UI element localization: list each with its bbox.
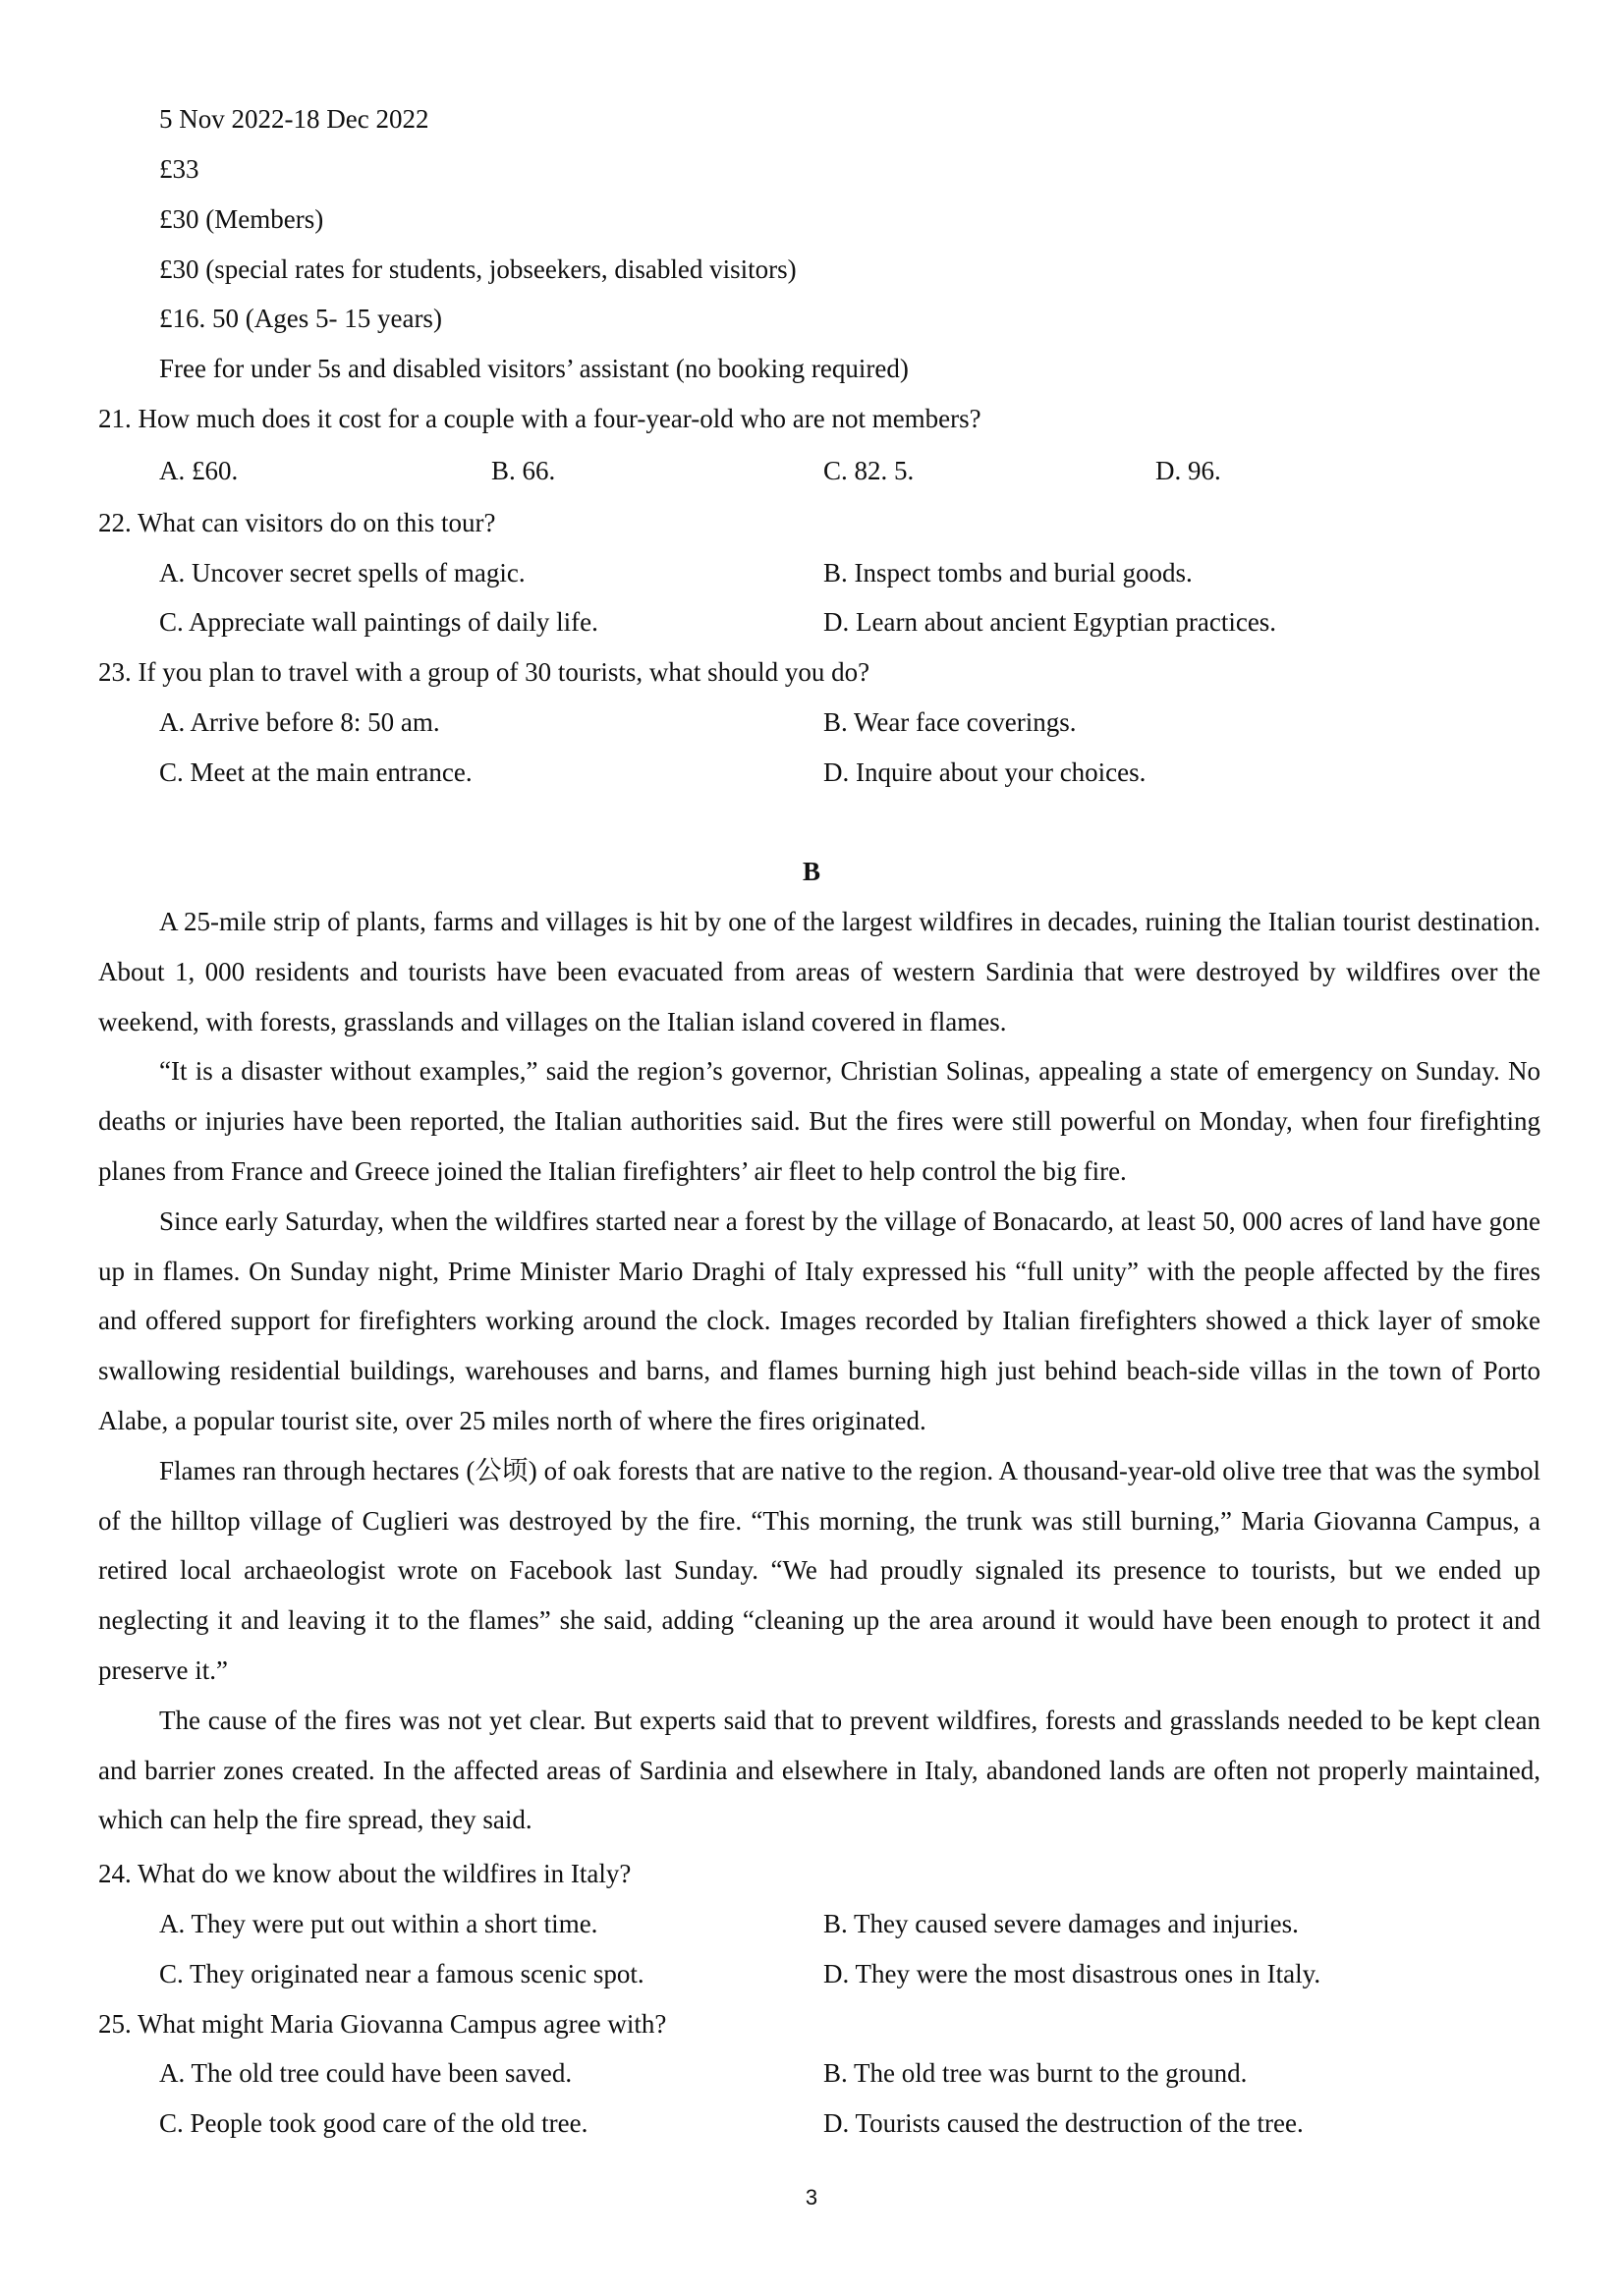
question-24-option-c[interactable]: C. They originated near a famous scenic spot. <box>159 1959 644 1988</box>
question-23-option-a[interactable]: A. Arrive before 8: 50 am. <box>159 707 440 737</box>
passage-paragraph-2: “It is a disaster without examples,” said the region’s governor, Christian Solinas, appealing a state of emergency on Sunday. No deaths or injuries have been reported, the Italian authorities said. But the fires were still powerful on Monday, when four firefighting planes from France and Greece joined the Italian firefighters’ air fleet to help control the big fire. <box>98 1056 1540 1186</box>
question-22-stem: 22. What can visitors do on this tour? <box>98 508 496 537</box>
question-25-option-c[interactable]: C. People took good care of the old tree. <box>159 2108 588 2138</box>
question-25-option-a[interactable]: A. The old tree could have been saved. <box>159 2058 573 2088</box>
question-22-option-c[interactable]: C. Appreciate wall paintings of daily life. <box>159 607 598 637</box>
question-22-option-a[interactable]: A. Uncover secret spells of magic. <box>159 558 526 588</box>
passage-paragraph-3: Since early Saturday, when the wildfires started near a forest by the village of Bonacardo, at least 50, 000 acres of land have gone up in flames. On Sunday night, Prime Minister Mario Draghi of Italy expressed his “full unity” with the people affected by the fires and offered support for firefighters working around the clock. Images recorded by Italian firefighters showed a thick layer of smoke swallowing residential buildings, warehouses and barns, and flames burning high just behind beach-side villas in the town of Porto Alabe, a popular tourist site, over 25 miles north of where the fires originated. <box>98 1205 1540 1435</box>
passage-paragraph-1: A 25-mile strip of plants, farms and villages is hit by one of the largest wildfires in decades, ruining the Italian tourist destination. About 1, 000 residents and tourists have been evacuated from areas of western Sardinia that were destroyed by wildfires over the weekend, with forests, grasslands and villages on the Italian island covered in flames. <box>98 907 1540 1036</box>
question-21-stem: 21. How much does it cost for a couple with a four-year-old who are not members? <box>98 404 981 433</box>
question-24-option-b[interactable]: B. They caused severe damages and injuries. <box>823 1909 1299 1938</box>
question-25-option-d[interactable]: D. Tourists caused the destruction of the tree. <box>823 2108 1304 2138</box>
question-24-option-a[interactable]: A. They were put out within a short time. <box>159 1909 598 1938</box>
price-free: Free for under 5s and disabled visitors’ assistant (no booking required) <box>159 354 909 383</box>
page-number: 3 <box>805 2185 818 2210</box>
section-b-title: B <box>802 857 820 886</box>
question-21-option-b[interactable]: B. 66. <box>491 456 556 485</box>
question-24-option-d[interactable]: D. They were the most disastrous ones in Italy. <box>823 1959 1321 1988</box>
question-22-option-d[interactable]: D. Learn about ancient Egyptian practices. <box>823 607 1277 637</box>
question-22-option-b[interactable]: B. Inspect tombs and burial goods. <box>823 558 1193 588</box>
passage-paragraph-5: The cause of the fires was not yet clear. But experts said that to prevent wildfires, forests and grasslands needed to be kept clean and barrier zones created. In the affected areas of Sardinia and elsewhere in Italy, abandoned lands are often not properly maintained, which can help the fire spread, they said. <box>98 1705 1540 1835</box>
price-members: £30 (Members) <box>159 204 324 234</box>
question-25-option-b[interactable]: B. The old tree was burnt to the ground. <box>823 2058 1248 2088</box>
question-24-stem: 24. What do we know about the wildfires in Italy? <box>98 1859 632 1888</box>
passage-paragraph-4: Flames ran through hectares (公顷) of oak forests that are native to the region. A thousand-year-old olive tree that was the symbol of the hilltop village of Cuglieri was destroyed by the fire. “This morning, the trunk was still burning,” Maria Giovanna Campus, a retired local archaeologist wrote on Facebook last Sunday. “We had proudly signaled its presence to tourists, but we ended up neglecting it and leaving it to the flames” she said, adding “cleaning up the area around it would have been enough to protect it and preserve it.” <box>98 1455 1540 1685</box>
question-21-option-d[interactable]: D. 96. <box>1155 456 1221 485</box>
question-23-option-b[interactable]: B. Wear face coverings. <box>823 707 1077 737</box>
question-23-option-d[interactable]: D. Inquire about your choices. <box>823 757 1147 787</box>
price-standard: £33 <box>159 154 199 184</box>
question-25-stem: 25. What might Maria Giovanna Campus agree with? <box>98 2009 667 2039</box>
question-21-option-c[interactable]: C. 82. 5. <box>823 456 915 485</box>
question-21-option-a[interactable]: A. £60. <box>159 456 239 485</box>
question-23-option-c[interactable]: C. Meet at the main entrance. <box>159 757 473 787</box>
price-special: £30 (special rates for students, jobseekers, disabled visitors) <box>159 254 797 284</box>
passage-b <box>98 897 1540 1845</box>
question-23-stem: 23. If you plan to travel with a group of 30 tourists, what should you do? <box>98 657 870 687</box>
tour-dates: 5 Nov 2022-18 Dec 2022 <box>159 104 429 134</box>
price-child: £16. 50 (Ages 5- 15 years) <box>159 304 442 333</box>
